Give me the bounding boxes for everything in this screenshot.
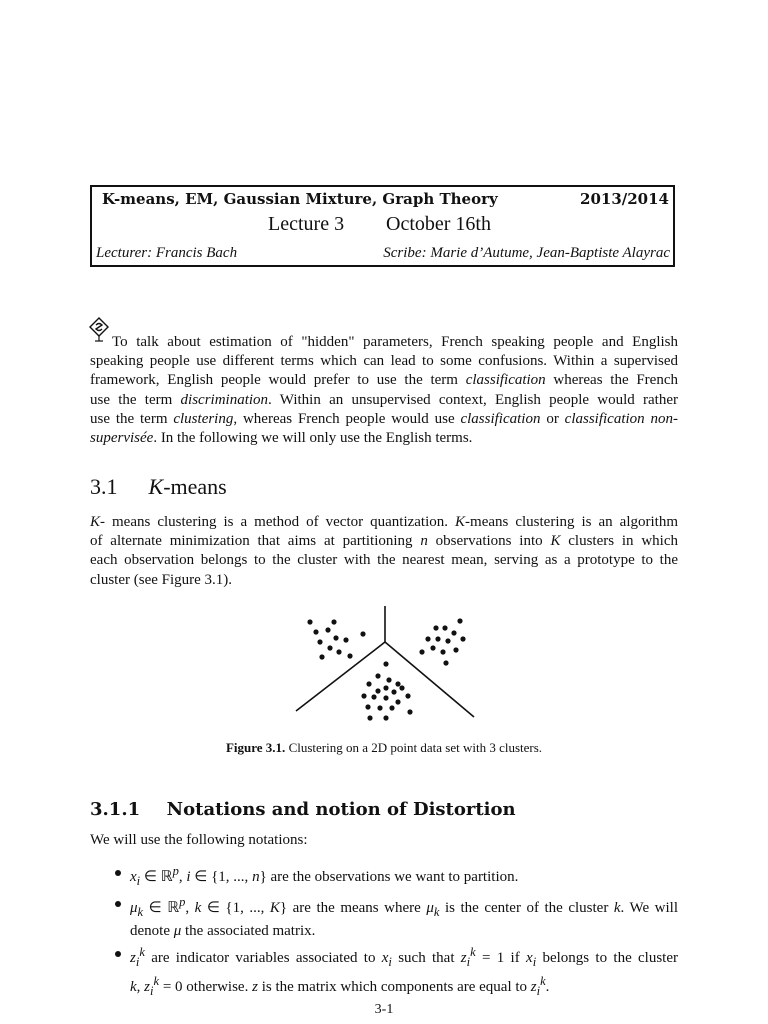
section-title-rest: -means	[163, 474, 227, 499]
note-line: To talk about estimation of "hidden" parameters, French speaking people and English	[112, 334, 678, 350]
course-title: K-means, EM, Gaussian Mixture, Graph Theory	[102, 190, 498, 208]
kmeans-line: each observation belongs to the cluster with the nearest mean, serving as a prototype to the	[90, 552, 678, 569]
data-points	[307, 618, 465, 720]
page-number: 3-1	[374, 1002, 394, 1017]
note-line: supervisée. In the following we will only use the English terms.	[90, 430, 473, 447]
bullet-line: denote μ the associated matrix.	[130, 923, 316, 940]
lecturer-name: Lecturer: Francis Bach	[96, 245, 238, 261]
section-number: 3.1	[90, 474, 118, 499]
note-line: speaking people use different terms which can lead to some confusions. Within a supervised	[90, 353, 678, 370]
bullet-line: $x_i$ ∈ ℝ$^p$, i ∈ {1, ..., n} are the observations we want to partition.	[130, 864, 519, 888]
note-line: framework, English people would prefer to use the term classification whereas the French	[90, 372, 678, 389]
bullet-item-means	[130, 893, 678, 941]
bullet-marker	[115, 901, 121, 907]
lecture-header-box	[90, 185, 675, 267]
terminology-note	[90, 333, 678, 448]
kmeans-line: cluster (see Figure 3.1).	[90, 571, 233, 588]
academic-year: 2013/2014	[580, 190, 669, 208]
lecture-number: Lecture 3	[268, 213, 345, 235]
kmeans-line: of alternate minimization that aims at partitioning n observations into K clusters in which	[90, 533, 679, 550]
subsection-number: 3.1.1	[90, 799, 141, 820]
lecture-date: October 16th	[386, 213, 491, 235]
figure-caption	[0, 740, 768, 756]
bullet-line: k, $z_i^k = 0$ otherwise. z is the matrix which components are equal to $z_i^k$.	[130, 974, 550, 999]
figure-caption-text: Clustering on a 2D point data set with 3 clusters.	[288, 740, 543, 755]
bullet-marker	[115, 951, 121, 957]
scribe-names: Scribe: Marie d’Autume, Jean-Baptiste Alayrac	[383, 245, 670, 261]
notations-intro: We will use the following notations:	[90, 832, 308, 848]
section-title	[90, 474, 227, 500]
figure-caption-label: Figure 3.1.	[225, 740, 286, 755]
note-line: use the term clustering, whereas French people would use classification or classification non-	[90, 410, 679, 427]
note-line: use the term discrimination. Within an unsupervised context, English people would rather	[90, 391, 678, 408]
bullet-line: $\mu_k$ ∈ ℝ$^p$, k ∈ {1, ..., K} are the means where $\mu_k$ is the center of the cluster k. We will	[130, 895, 678, 919]
bullet-item-indicators	[130, 943, 678, 1001]
subsection-heading: Notations and notion of Distortion	[166, 799, 516, 820]
bullet-marker	[115, 870, 121, 876]
section-title-k: K	[148, 474, 164, 499]
clustering-figure	[290, 600, 480, 730]
kmeans-line: K- means clustering is a method of vector quantization. K-means clustering is an algorithm	[90, 514, 678, 530]
bullet-line: $z_i^k$ are indicator variables associated to $x_i$ such that $z_i^k = 1$ if $x_i$ belongs to the cluster	[130, 945, 679, 969]
bullet-item-observations	[130, 862, 678, 891]
kmeans-paragraph	[90, 513, 678, 590]
subsection-title	[90, 799, 516, 820]
